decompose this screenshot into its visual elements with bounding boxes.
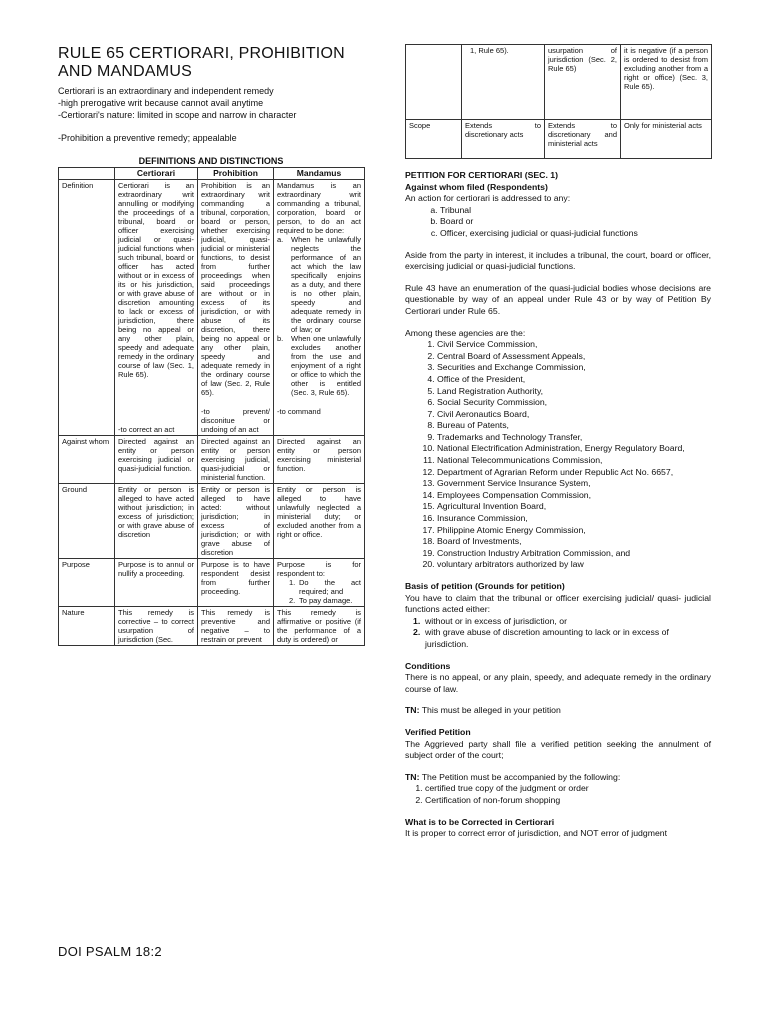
paragraph: It is proper to correct error of jurisdiction, and NOT error of judgment: [405, 828, 668, 839]
cell-certiorari: Extends to discretionary acts: [462, 120, 545, 159]
section-subheading: Against whom filed (Respondents): [405, 181, 548, 192]
paragraph: Rule 43 have an enumeration of the quasi-judicial bodies whose decisions are questionable by way of an appeal under Rule 43 or by way of Petition By Certiorari under Rule 65.: [405, 282, 711, 316]
footer: DOI PSALM 18:2: [58, 944, 162, 959]
row-label: [406, 45, 462, 120]
table-header: Mandamus: [274, 168, 365, 180]
cell-prohibition: usurpation of jurisdiction (Sec. 2, Rule 65): [545, 45, 621, 120]
cell-prohibition: This remedy is preventive and negative – to restrain or prevent: [198, 607, 274, 646]
list-item: 12. Department of Agrarian Reform under Republic Act No. 6657,: [437, 467, 711, 479]
list-item: 1. without or in excess of jurisdiction, or: [413, 615, 567, 626]
table-row: [59, 607, 365, 646]
table-title: DEFINITIONS AND DISTINCTIONS: [138, 156, 284, 166]
paragraph: There is no appeal, or any plain, speedy, and adequate remedy in the ordinary course of law.: [405, 672, 711, 694]
cell-text: Prohibition is an extraordinary writ commanding a tribunal, corporation, board or person, whether exercising judicial, quasi-judicial or ministerial functions, to desist from further proceedings when said proceedings are without or in excess of its jurisdiction, or with abuse of its discretion, there being no appeal or any other plain, speedy and adequate remedy in the ordinary course of law (Sec. 2, Rule 65).: [201, 181, 270, 397]
section-heading: Basis of petition (Grounds for petition): [405, 581, 565, 591]
cell-text: Certiorari is an extraordinary writ annulling or modifying the proceedings of a tribunal, board or officer exercising judicial or quasi-judicial functions when such tribunal, board or officer has acted without or in excess of its or his jurisdiction, or with grave abuse of discretion amounting to lack or excess of jurisdiction, there being no appeal or any other plain, speedy and adequate remedy in the ordinary course of law (Sec. 1, Rule 65).: [118, 181, 194, 379]
cell-mandamus: Directed against an entity or person exercising ministerial function.: [274, 436, 365, 484]
list-item: 15. Agricultural Invention Board,: [437, 501, 711, 513]
paragraph: Among these agencies are the:: [405, 327, 526, 338]
list-item: 1. certified true copy of the judgment or order: [425, 783, 711, 795]
table-row: [59, 180, 365, 436]
cell-text: Mandamus is an extraordinary writ commanding a tribunal, corporation, board or person, to do an act required to be done:: [277, 181, 361, 235]
note: [405, 772, 711, 784]
cell-certiorari: Purpose is to annul or nullify a proceeding.: [115, 559, 198, 607]
list-item: 11. National Telecommunications Commission,: [437, 455, 711, 467]
cell-certiorari: This remedy is corrective – to correct usurpation of jurisdiction (Sec.: [115, 607, 198, 646]
list-item: 19. Construction Industry Arbitration Commission, and: [437, 548, 711, 560]
row-label: Nature: [59, 607, 115, 646]
list-item: 14. Employees Compensation Commission,: [437, 490, 711, 502]
list-item: 5. Land Registration Authority,: [437, 386, 711, 398]
list-item: b. Board or: [440, 216, 711, 228]
paragraph: An action for certiorari is addressed to any:: [405, 193, 571, 204]
cell-certiorari: [115, 180, 198, 436]
petition-section: [405, 170, 711, 840]
cell-prohibition: Directed against an entity or person exercising judicial, quasi-judicial or ministerial function.: [198, 436, 274, 484]
cell-certiorari: Directed against an entity or person exercising judicial or quasi-judicial function.: [115, 436, 198, 484]
cell-prohibition: Entity or person is alleged to have acted: without jurisdiction; in excess of jurisdiction; or with grave abuse of discretion: [198, 484, 274, 559]
list-item: 8. Bureau of Patents,: [437, 420, 711, 432]
section-heading: What is to be Corrected in Certiorari: [405, 816, 555, 827]
list-item: 2. To pay damage.: [277, 596, 361, 605]
list-item-text: To pay damage.: [299, 596, 353, 605]
list-item: 2. Central Board of Assessment Appeals,: [437, 351, 711, 363]
list-item: 1. Civil Service Commission,: [437, 339, 711, 351]
table-header-row: [59, 168, 365, 180]
row-label: Ground: [59, 484, 115, 559]
note-text: The Petition must be accompanied by the following:: [421, 771, 621, 782]
cell-mandamus: it is negative (if a person is ordered to desist from excluding another from a right or office) (Sec. 3, Rule 65).: [621, 45, 712, 120]
list-item: 20. voluntary arbitrators authorized by law: [437, 559, 711, 571]
note: [405, 705, 711, 717]
cell-text: Purpose is for respondent to:: [277, 560, 361, 578]
table-header: Certiorari: [115, 168, 198, 180]
list-item: c. Officer, exercising judicial or quasi-judicial functions: [440, 228, 711, 240]
right-column: [405, 0, 711, 840]
row-label: Definition: [59, 180, 115, 436]
respondent-list: [405, 205, 711, 240]
distinctions-table: [58, 167, 365, 646]
agencies-list: [405, 339, 711, 571]
section-heading: Conditions: [405, 660, 451, 671]
intro-line: -Certiorari's nature: limited in scope and narrow in character: [58, 110, 297, 120]
cell-mandamus: [274, 559, 365, 607]
list-item: 2. Certification of non-forum shopping: [425, 795, 711, 807]
paragraph: You have to claim that the tribunal or officer exercising judicial/ quasi- judicial functions acted either:: [405, 592, 711, 615]
cell-note: -to correct an act: [118, 425, 175, 434]
requirements-list: [405, 783, 711, 806]
table-row: [59, 484, 365, 559]
section-heading: Verified Petition: [405, 726, 471, 737]
page-title: RULE 65 CERTIORARI, PROHIBITION AND MANDAMUS: [58, 45, 345, 80]
list-item: 18. Board of Investments,: [437, 536, 711, 548]
list-item: 10. National Electrification Administration, Energy Regulatory Board,: [437, 443, 711, 455]
cell-mandamus: This remedy is affirmative or positive (if the performance of a duty is ordered) or: [274, 607, 365, 646]
note-label: TN:: [405, 705, 420, 716]
cell-prohibition: Extends to discretionary and ministerial acts: [545, 120, 621, 159]
cell-certiorari: 1, Rule 65).: [462, 45, 545, 120]
left-column: [58, 0, 364, 646]
table-row: [59, 559, 365, 607]
list-item: a. Tribunal: [440, 205, 711, 217]
cell-prohibition: Purpose is to have respondent desist from further proceeding.: [198, 559, 274, 607]
list-item-text: with grave abuse of discretion amounting to lack or in excess of jurisdiction.: [425, 627, 669, 649]
list-item: 4. Office of the President,: [437, 374, 711, 386]
list-item: 17. Philippine Atomic Energy Commission,: [437, 525, 711, 537]
list-item-text: without or in excess of jurisdiction, or: [425, 615, 567, 626]
list-item-text: When he unlawfully neglects the performance of an act which the law specifically enjoins as a duty, and there is no other plain, speedy and adequate remedy in the ordinary course of law; or: [291, 235, 361, 334]
list-item: 7. Civil Aeronautics Board,: [437, 409, 711, 421]
row-label: Purpose: [59, 559, 115, 607]
table-row: [59, 436, 365, 484]
cell-certiorari: Entity or person is alleged to have acted without jurisdiction; in excess of jurisdiction; or with grave abuse of discretion: [115, 484, 198, 559]
intro-line: -Prohibition a preventive remedy; appealable: [58, 133, 237, 143]
list-item: 16. Insurance Commission,: [437, 513, 711, 525]
cell-note: -to command: [277, 407, 321, 416]
note-label: TN:: [405, 771, 420, 782]
section-heading: PETITION FOR CERTIORARI (SEC. 1): [405, 170, 559, 180]
table-header: Prohibition: [198, 168, 274, 180]
cell-mandamus: [274, 180, 365, 436]
list-item: 13. Government Service Insurance System,: [437, 478, 711, 490]
list-item-text: When one unlawfully excludes another from the use and enjoyment of a right or office to which the other is entitled (Sec. 3, Rule 65).: [291, 334, 361, 397]
list-item-text: Do the act required; and: [299, 578, 361, 596]
paragraph: Aside from the party in interest, it includes a tribunal, the court, board or officer, exercising judicial or quasi-judicial functions.: [405, 249, 711, 272]
list-item: 1. Do the act required; and: [289, 578, 361, 596]
paragraph: The Aggrieved party shall file a verified petition seeking the annulment of subject order of the court;: [405, 738, 711, 761]
list-item: 9. Trademarks and Technology Transfer,: [437, 432, 711, 444]
cell-mandamus: Only for ministerial acts: [621, 120, 712, 159]
row-label: Against whom: [59, 436, 115, 484]
row-label: Scope: [406, 120, 462, 159]
list-item: 6. Social Security Commission,: [437, 397, 711, 409]
note-text: This must be alleged in your petition: [421, 705, 561, 716]
intro-line: -high prerogative writ because cannot avail anytime: [58, 98, 264, 108]
intro: [58, 85, 364, 144]
cell-note: -to prevent/ disconitue or undoing of an act: [201, 407, 270, 434]
table-row: [406, 120, 712, 159]
list-item: b. When one unlawfully excludes another from the use and enjoyment of a right or office to which the other is entitled (Sec. 3, Rule 65).: [277, 334, 361, 397]
distinctions-table-continued: [405, 44, 712, 159]
intro-line: Certiorari is an extraordinary and independent remedy: [58, 86, 274, 96]
cell-mandamus: Entity or person is alleged to have unlawfully neglected a ministerial duty; or excluded another from a right or office.: [274, 484, 365, 559]
list-item: 2. with grave abuse of discretion amounting to lack or in excess of jurisdiction.: [405, 627, 711, 650]
table-row: [406, 45, 712, 120]
cell-prohibition: [198, 180, 274, 436]
table-header: [59, 168, 115, 180]
list-item: a. When he unlawfully neglects the performance of an act which the law specifically enjoins as a duty, and there is no other plain, speedy and adequate remedy in the ordinary course of law; or: [277, 235, 361, 334]
list-item: 3. Securities and Exchange Commission,: [437, 362, 711, 374]
